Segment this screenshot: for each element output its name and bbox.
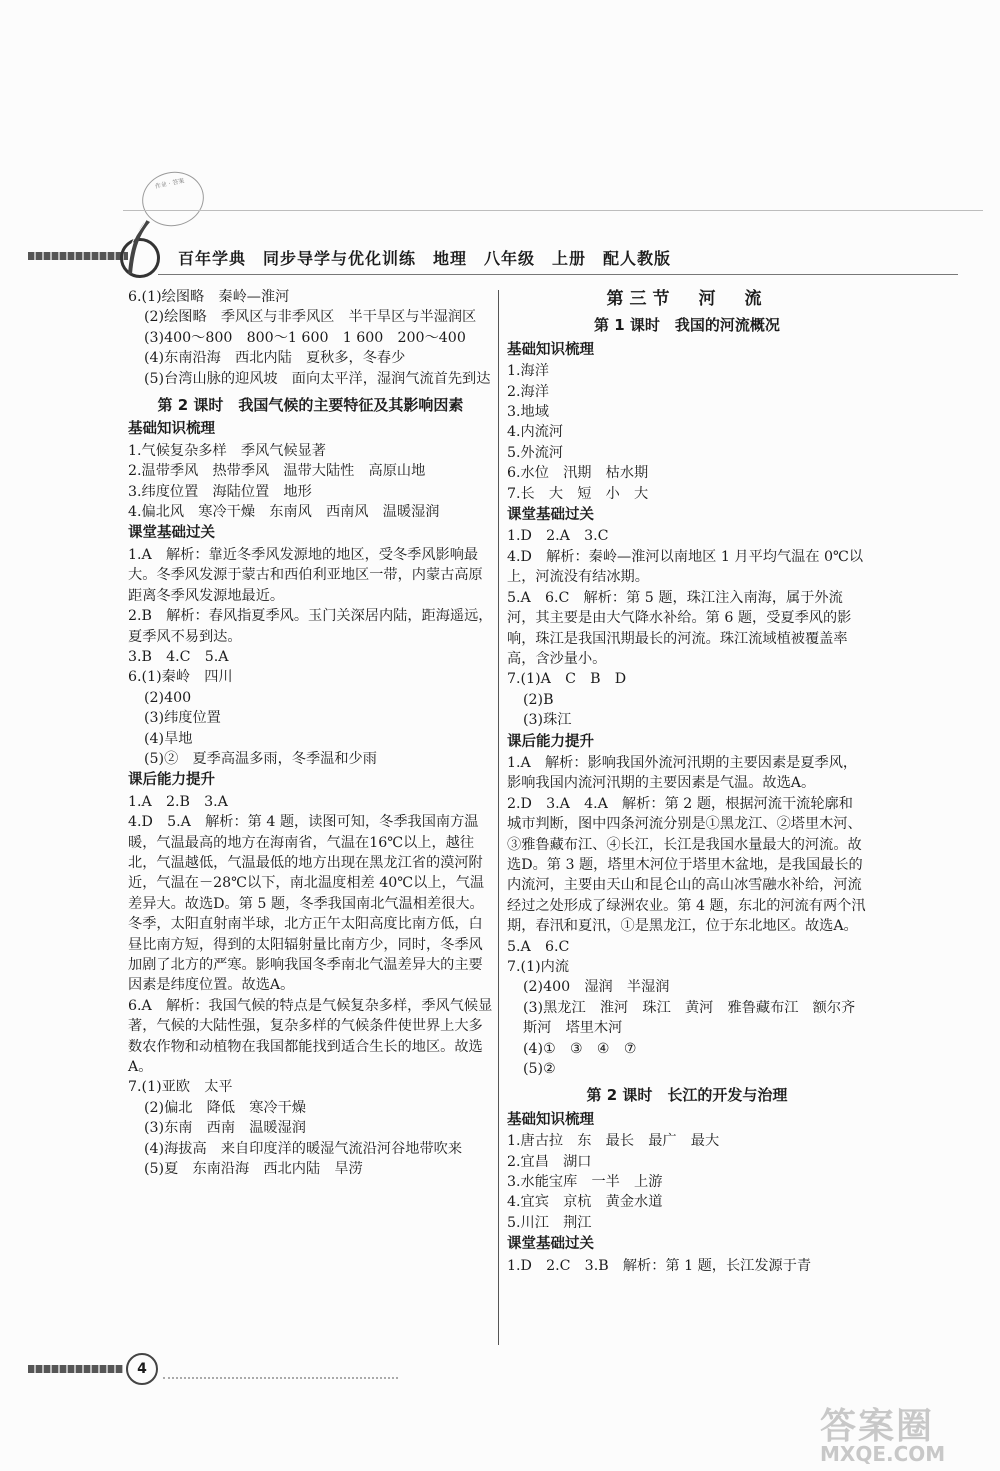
answer-line: (3)纬度位置 xyxy=(144,710,221,727)
answer-line: 5.外流河 xyxy=(507,444,564,461)
left-column xyxy=(128,287,493,1179)
page-header xyxy=(28,238,958,278)
answer-line: 4.D 5.A 解析：第 4 题，读图可知，冬季我国南方温暖，气温最高的地方在海南省，气温在16℃以上，越往北，气温越低，气温最低的地方出现在黑龙江省的漠河附近，气温在－28℃以下，南北温度相差 40℃以上，气温差异大。故选D。第 5 题，冬季我国南北气温相差很大。冬季，太阳直射南半球，北方正午太阳高度比南方低，白昼比南方短，得到的太阳辐射量比南方少，同时，冬季风加剧了北方的严寒。影响我国冬季南北气温差异大的主要因素是纬度位置。故选A。 xyxy=(128,814,485,994)
section-heading: 第 1 课时 我国的河流概况 xyxy=(594,316,780,335)
watermark-url: MXQE.COM xyxy=(820,1442,946,1466)
answer-line: 1.A 解析：靠近冬季风发源地的地区，受冬季风影响最大。冬季风发源于蒙古和西伯利亚地区一带，内蒙古高原距离冬季风发源地最近。 xyxy=(128,546,483,604)
section-heading: 第 2 课时 我国气候的主要特征及其影响因素 xyxy=(157,396,464,415)
answer-line: (3)珠江 xyxy=(523,712,572,729)
header-decor-bar xyxy=(28,252,128,260)
answer-line: 2.海洋 xyxy=(507,383,549,400)
answer-line: 1.A 解析：影响我国外流河汛期的主要因素是夏季风，影响我国内流河汛期的主要因素是气温。故选A。 xyxy=(507,754,858,792)
watermark xyxy=(820,1398,946,1466)
section-heading: 课堂基础过关 xyxy=(128,525,215,542)
section-heading: 课后能力提升 xyxy=(507,733,594,750)
section-heading: 第 2 课时 长江的开发与治理 xyxy=(586,1086,788,1105)
footer-decor-bar xyxy=(28,1365,123,1373)
answer-line: 6.A 解析：我国气候的特点是气候复杂多样，季风气候显著，气候的大陆性强，复杂多样的气候条件使世界上大多数农作物和动植物在我国都能找到适合生长的地区。故选A。 xyxy=(128,997,493,1076)
answer-line: 2.D 3.A 4.A 解析：第 2 题，根据河流干流轮廓和城市判断，图中四条河流分别是①黑龙江、②塔里木河、③雅鲁藏布江、④长江，长江是我国水量最大的河流。故选D。第 3 题，塔里木河位于塔里木盆地，是我国最长的内流河，主要由天山和昆仑山的高山冰雪融水补给，河流经过之处形成了绿洲农业。第 4 题，东北的河流有两个汛期，春汛和夏汛，①是黑龙江，位于东北地区。故选A。 xyxy=(507,795,866,935)
answer-line: 4.内流河 xyxy=(507,424,564,441)
watermark-logo-text: 答案圈 xyxy=(820,1406,935,1447)
answer-line: 3.纬度位置 海陆位置 地形 xyxy=(128,483,312,500)
answer-line: 2.B 解析：春风指夏季风。玉门关深居内陆，距海遥远，夏季风不易到达。 xyxy=(128,608,493,645)
answer-line: 6.(1)绘图略 秦岭—淮河 xyxy=(128,289,290,305)
answer-line: 2.宜昌 湖口 xyxy=(507,1153,592,1170)
answer-line: (4)① ③ ④ ⑦ xyxy=(523,1040,637,1057)
section-heading: 课堂基础过关 xyxy=(507,507,594,524)
stamp-logo: 作业 · 答案 xyxy=(137,166,209,232)
footer-dotted-rule xyxy=(163,1377,398,1379)
answer-line: (2)绘图略 季风区与非季风区 半干旱区与半湿润区 xyxy=(144,309,477,326)
answer-line: 5.川江 荆江 xyxy=(507,1214,592,1231)
section-heading: 课堂基础过关 xyxy=(507,1236,594,1253)
answer-line: 7.长 大 短 小 大 xyxy=(507,485,649,502)
answer-line: 5.A 6.C xyxy=(507,938,570,955)
section-heading: 基础知识梳理 xyxy=(507,341,594,358)
answer-line: (5)台湾山脉的迎风坡 面向太平洋，湿润气流首先到达 xyxy=(144,370,491,387)
page-footer xyxy=(28,1355,428,1395)
answer-line: 6.(1)秦岭 四川 xyxy=(128,669,233,686)
feather-icon xyxy=(116,218,154,276)
answer-line: (2)偏北 降低 寒冷干燥 xyxy=(144,1099,306,1116)
answer-line: 4.宜宾 京杭 黄金水道 xyxy=(507,1194,663,1211)
answer-line: (5)② 夏季高温多雨，冬季温和少雨 xyxy=(144,750,377,767)
answer-line: (3)400～800 800～1 600 1 600 200～400 xyxy=(144,329,466,346)
answer-line: (5)夏 东南沿海 西北内陆 旱涝 xyxy=(144,1161,363,1178)
section-heading: 第三节 河 流 xyxy=(606,289,768,309)
section-heading: 课后能力提升 xyxy=(128,772,215,789)
answer-line: 4.D 解析：秦岭—淮河以南地区 1 月平均气温在 0℃以上，河流没有结冰期。 xyxy=(507,548,864,586)
header-title: 百年学典 同步导学与优化训练 地理 八年级 上册 配人教版 xyxy=(178,249,672,268)
header-bottom-rule xyxy=(158,274,958,275)
answer-line: (5)② xyxy=(523,1061,556,1078)
answer-line: 2.温带季风 热带季风 温带大陆性 高原山地 xyxy=(128,463,426,480)
answer-line: 1.海洋 xyxy=(507,363,549,380)
answer-line: 4.偏北风 寒冷干燥 东南风 西南风 温暖湿润 xyxy=(128,504,440,521)
answer-line: 3.B 4.C 5.A xyxy=(128,648,229,665)
answer-line: 7.(1)内流 xyxy=(507,959,570,975)
answer-line: (3)东南 西南 温暖湿润 xyxy=(144,1120,306,1137)
section-heading: 基础知识梳理 xyxy=(507,1111,594,1128)
answer-line: (3)黑龙江 淮河 珠江 黄河 雅鲁藏布江 额尔齐斯河 塔里木河 xyxy=(523,999,856,1037)
answer-line: 3.地域 xyxy=(507,404,549,421)
answer-line: 7.(1)亚欧 太平 xyxy=(128,1079,233,1096)
answer-line: (2)400 xyxy=(144,689,192,706)
answer-line: (2)400 湿润 半湿润 xyxy=(523,979,670,996)
answer-line: 7.(1)A C B D xyxy=(507,671,627,688)
header-top-rule xyxy=(123,210,983,211)
answer-line: (4)东南沿海 西北内陆 夏秋多，冬春少 xyxy=(144,350,406,367)
answer-line: 3.水能宝库 一半 上游 xyxy=(507,1174,663,1191)
answer-line: 1.气候复杂多样 季风气候显著 xyxy=(128,442,326,459)
answer-line: 6.水位 汛期 枯水期 xyxy=(507,465,649,482)
answer-line: 5.A 6.C 解析：第 5 题，珠江注入南海，属于外流河，其主要是由大气降水补给。第 6 题，受夏季风的影响，珠江是我国汛期最长的河流。珠江流域植被覆盖率高，含沙量小。 xyxy=(507,589,852,667)
answer-line: 1.A 2.B 3.A xyxy=(128,793,228,810)
answer-line: 1.D 2.C 3.B 解析：第 1 题，长江发源于青 xyxy=(507,1257,812,1274)
answer-line: 1.唐古拉 东 最长 最广 最大 xyxy=(507,1133,720,1150)
answer-line: (4)旱地 xyxy=(144,730,193,747)
answer-line: (2)B xyxy=(523,691,554,708)
answer-line: 1.D 2.A 3.C xyxy=(507,528,609,545)
section-heading: 基础知识梳理 xyxy=(128,421,215,438)
answer-line: (4)海拔高 来自印度洋的暖湿气流沿河谷地带吹来 xyxy=(144,1140,463,1157)
right-column xyxy=(507,287,867,1276)
column-divider xyxy=(498,290,499,1345)
page-number: 4 xyxy=(126,1353,158,1385)
